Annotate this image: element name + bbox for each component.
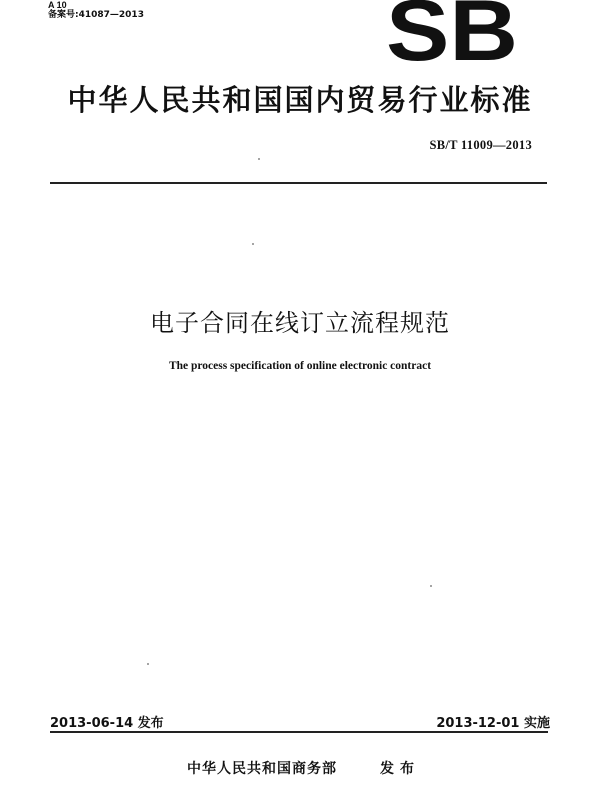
bottom-divider (50, 731, 548, 733)
document-title-en: The process specification of online electronic contract (168, 360, 432, 372)
ics-code: A 10 (48, 0, 67, 10)
standard-number: SB/T 11009—2013 (429, 138, 532, 152)
sb-logo (385, 0, 520, 62)
record-number: 备案号:41087—2013 (48, 10, 144, 20)
scan-speck (147, 663, 149, 665)
top-divider (50, 182, 547, 184)
scan-speck (258, 158, 260, 160)
implementation-date: 2013-12-01 实施 (436, 716, 550, 731)
publisher-name: 中华人民共和国商务部 (187, 761, 337, 777)
organization-title: 中华人民共和国国内贸易行业标准 (67, 83, 533, 117)
scan-speck (252, 243, 254, 245)
document-title-cn: 电子合同在线订立流程规范 (150, 309, 450, 337)
publish-label: 发布 (380, 761, 420, 777)
scan-speck (430, 585, 432, 587)
issue-date: 2013-06-14 发布 (50, 716, 164, 731)
sb-logo-text: SB (386, 0, 518, 62)
